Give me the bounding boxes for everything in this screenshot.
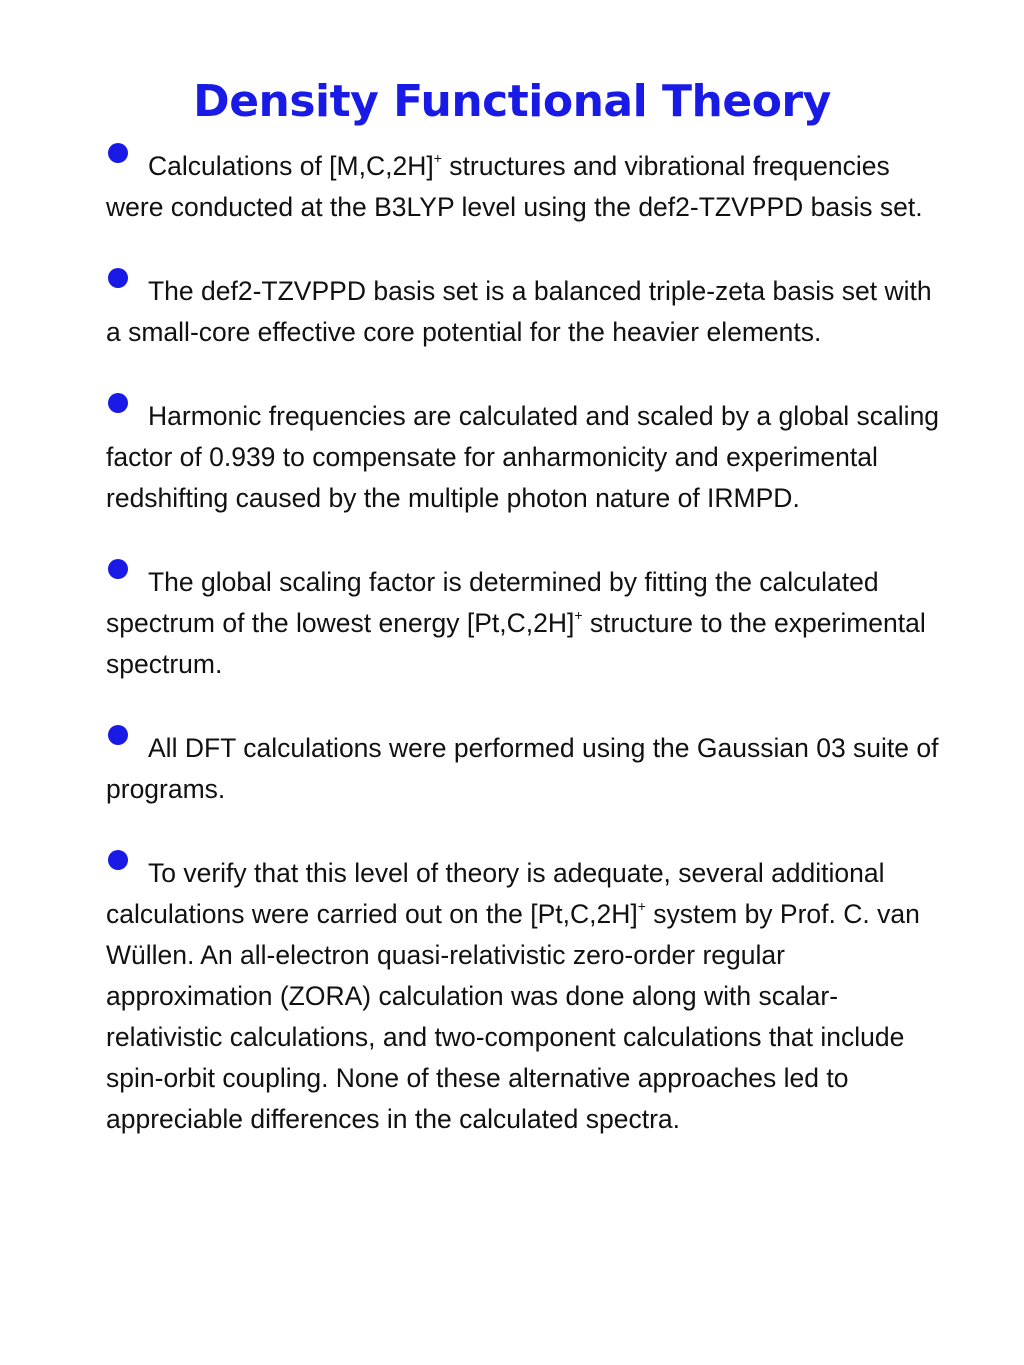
bullet-dot-icon <box>108 143 128 163</box>
bullet-item <box>106 393 946 519</box>
bullet-item <box>106 725 946 810</box>
page-title: Density Functional Theory <box>193 76 831 127</box>
superscript: + <box>637 898 646 914</box>
superscript: + <box>574 607 583 623</box>
bullet-dot-icon <box>108 559 128 579</box>
bullet-list <box>106 143 946 1180</box>
bullet-item <box>106 850 946 1140</box>
bullet-text-cont: structure to the experimental spectrum. <box>106 608 926 679</box>
bullet-text: Harmonic frequencies are calculated and scaled by a global scaling factor of 0.939 to compensate for anharmonicity and experimental redshifting caused by the multiple photon nature of IRMPD. <box>106 401 940 513</box>
bullet-dot-icon <box>108 725 128 745</box>
bullet-text: The global scaling factor is determined by fitting the calculated spectrum of the lowest energy [Pt,C,2H] <box>106 567 879 638</box>
bullet-text: The def2-TZVPPD basis set is a balanced triple-zeta basis set with a small-core effective core potential for the heavier elements. <box>106 276 932 347</box>
bullet-text-cont: system by Prof. C. van Wüllen. An all-electron quasi-relativistic zero-order regular approximation (ZORA) calculation was done along with scalar-relativistic calculations, and two-component calculations that include spin-orbit coupling. None of these alternative approaches led to appreciable differences in the calculated spectra. <box>106 899 920 1134</box>
superscript: + <box>433 150 442 166</box>
bullet-dot-icon <box>108 393 128 413</box>
bullet-text-cont: structures and vibrational frequencies were conducted at the B3LYP level using the def2-TZVPPD basis set. <box>106 151 923 222</box>
bullet-text: To verify that this level of theory is adequate, several additional calculations were carried out on the [Pt,C,2H] <box>106 858 885 929</box>
bullet-item <box>106 559 946 685</box>
bullet-item <box>106 268 946 353</box>
bullet-item <box>106 143 946 228</box>
bullet-text: All DFT calculations were performed using the Gaussian 03 suite of programs. <box>106 733 939 804</box>
bullet-dot-icon <box>108 268 128 288</box>
bullet-dot-icon <box>108 850 128 870</box>
bullet-text: Calculations of [M,C,2H] <box>148 151 434 181</box>
